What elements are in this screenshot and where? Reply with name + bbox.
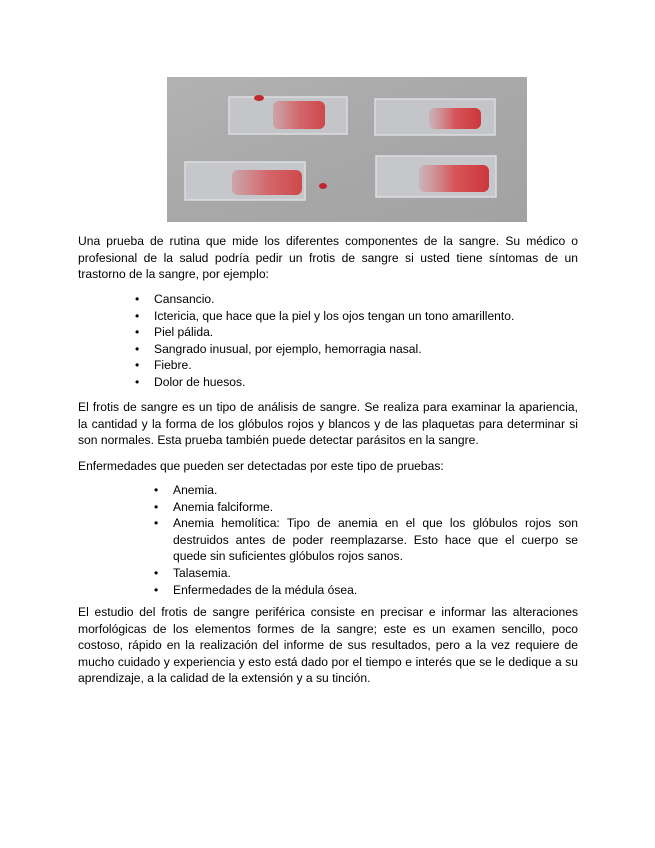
list-item: • Anemia falciforme. [154,499,578,516]
list-item: • Sangrado inusual, por ejemplo, hemorragia nasal. [135,341,575,358]
list-item: • Anemia hemolítica: Tipo de anemia en el que los glóbulos rojos son destruidos antes de poder reemplazarse. Esto hace que el cuerpo se quede sin suficientes glóbulos rojos sanos. [154,515,578,565]
slide-top-right [375,99,495,135]
slide-top-left [229,95,347,134]
slide-bottom-right [376,156,496,197]
list-item: • Dolor de huesos. [135,374,575,391]
list-item: • Cansancio. [135,291,575,308]
list-item: • Enfermedades de la médula ósea. [154,582,578,599]
blood-smear-slides-photo [167,77,527,222]
list-item: • Anemia. [154,482,578,499]
intro-paragraph: Una prueba de rutina que mide los diferentes componentes de la sangre. Su médico o profesional de la salud podría pedir un frotis de sangre si usted tiene síntomas de un trastorno de la sangre, por ejemplo: [78,234,578,282]
list-item: • Talasemia. [154,565,578,582]
list-item: • Ictericia, que hace que la piel y los ojos tengan un tono amarillento. [135,308,575,325]
slide-bottom-left [185,162,327,200]
description-paragraph: El frotis de sangre es un tipo de análisis de sangre. Se realiza para examinar la apariencia, la cantidad y la forma de los glóbulos rojos y blancos y de las plaquetas para determinar si son normales. Esta prueba también puede detectar parásitos en la sangre. [78,400,578,448]
diseases-list [154,482,578,598]
diseases-intro-paragraph: Enfermedades que pueden ser detectadas por este tipo de pruebas: [78,459,444,473]
list-item: • Piel pálida. [135,324,575,341]
symptoms-list [135,291,575,391]
list-item: • Fiebre. [135,357,575,374]
study-paragraph: El estudio del frotis de sangre periférica consiste en precisar e informar las alteraciones morfológicas de los elementos formes de la sangre; este es un examen sencillo, poco costoso, rápido en la realización del informe de sus resultados, pero a la vez requiere de mucho cuidado y experiencia y esto está dado por el tiempo e interés que se le dedique a su aprendizaje, a la calidad de la extensión y a su tinción. [78,605,578,686]
